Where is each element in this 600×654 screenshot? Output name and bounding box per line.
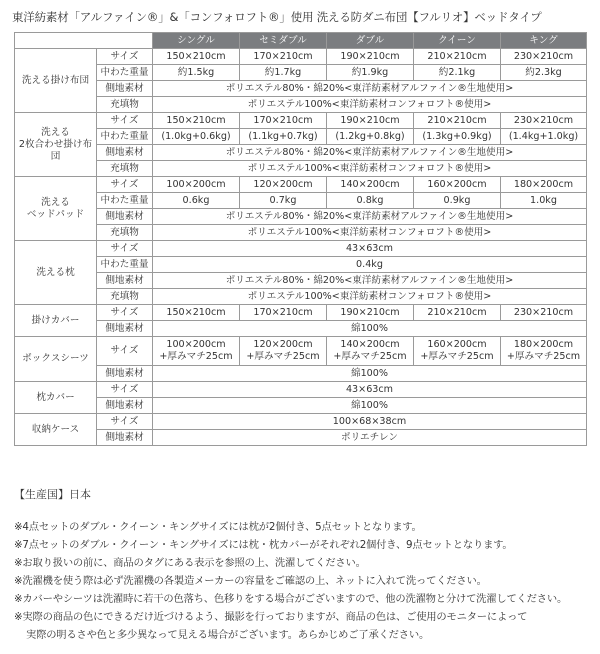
note-item: ※洗濯機を使う際は必ず洗濯機の各製造メーカーの容量をご確認の上、ネットに入れて洗ってください。 xyxy=(14,575,487,587)
attribute-label-cell: サイズ xyxy=(97,177,153,193)
spec-value-cell-merged: ポリエステル100%<東洋紡素材コンフォロフト®使用> xyxy=(153,225,587,241)
attribute-label-cell: 中わた重量 xyxy=(97,193,153,209)
spec-value-cell-merged: 綿100% xyxy=(153,366,587,382)
attribute-label-cell: 中わた重量 xyxy=(97,129,153,145)
note-item: ※4点セットのダブル・クイーン・キングサイズには枕が2個付き、5点セットとなります。 xyxy=(14,521,422,533)
spec-value-cell-merged: ポリエステル100%<東洋紡素材コンフォロフト®使用> xyxy=(153,97,587,113)
table-row xyxy=(15,161,587,177)
spec-value-cell-merged: 100×68×38cm xyxy=(153,414,587,430)
spec-value-cell-merged: ポリエステル80%・綿20%<東洋紡素材アルファイン®生地使用> xyxy=(153,273,587,289)
spec-value-cell: 230×210cm xyxy=(501,49,587,65)
spec-value-cell: 160×200cm +厚みマチ25cm xyxy=(414,337,501,366)
spec-value-cell: 約2.1kg xyxy=(414,65,501,81)
spec-value-cell: 170×210cm xyxy=(240,113,327,129)
size-header-queen: クイーン xyxy=(414,33,501,49)
table-row xyxy=(15,193,587,209)
table-row xyxy=(15,209,587,225)
table-row xyxy=(15,273,587,289)
spec-value-cell: 約1.7kg xyxy=(240,65,327,81)
spec-value-cell: 170×210cm xyxy=(240,49,327,65)
spec-value-cell: 120×200cm +厚みマチ25cm xyxy=(240,337,327,366)
category-cell: 洗える 2枚合わせ掛け布団 xyxy=(15,113,97,177)
spec-value-cell: (1.1kg+0.7kg) xyxy=(240,129,327,145)
spec-value-cell: 230×210cm xyxy=(501,305,587,321)
spec-value-cell: 0.6kg xyxy=(153,193,240,209)
spec-value-cell: 140×200cm +厚みマチ25cm xyxy=(327,337,414,366)
attribute-label-cell: 側地素材 xyxy=(97,209,153,225)
spec-table-body xyxy=(15,33,587,446)
spec-value-cell: 190×210cm xyxy=(327,305,414,321)
table-row xyxy=(15,257,587,273)
table-row xyxy=(15,177,587,193)
attribute-label-cell: サイズ xyxy=(97,382,153,398)
spec-value-cell: 0.9kg xyxy=(414,193,501,209)
category-cell: 洗える掛け布団 xyxy=(15,49,97,113)
spec-value-cell: 180×200cm xyxy=(501,177,587,193)
spec-value-cell-merged: ポリエチレン xyxy=(153,430,587,446)
note-item: ※カバーやシーツは洗濯時に若干の色落ち、色移りをする場合がございますので、他の洗濯物と分けて洗濯してください。 xyxy=(14,593,568,605)
table-row xyxy=(15,241,587,257)
attribute-label-cell: サイズ xyxy=(97,241,153,257)
spec-value-cell: 1.0kg xyxy=(501,193,587,209)
note-item: ※お取り扱いの前に、商品のタグにある表示を参照の上、洗濯してください。 xyxy=(14,557,366,569)
spec-value-cell: 170×210cm xyxy=(240,305,327,321)
category-cell: ボックスシーツ xyxy=(15,337,97,382)
table-row xyxy=(15,337,587,366)
attribute-label-cell: サイズ xyxy=(97,414,153,430)
attribute-label-cell: 中わた重量 xyxy=(97,257,153,273)
size-header-double: ダブル xyxy=(327,33,414,49)
attribute-label-cell: 側地素材 xyxy=(97,398,153,414)
spec-value-cell: 0.7kg xyxy=(240,193,327,209)
attribute-label-cell: 充填物 xyxy=(97,161,153,177)
spec-value-cell: 0.8kg xyxy=(327,193,414,209)
category-cell: 洗える ベッドパッド xyxy=(15,177,97,241)
spec-value-cell: 150×210cm xyxy=(153,305,240,321)
spec-value-cell-merged: 43×63cm xyxy=(153,382,587,398)
spec-value-cell: 100×200cm +厚みマチ25cm xyxy=(153,337,240,366)
spec-value-cell: (1.4kg+1.0kg) xyxy=(501,129,587,145)
table-row xyxy=(15,225,587,241)
spec-table xyxy=(14,32,587,446)
attribute-label-cell: 側地素材 xyxy=(97,145,153,161)
spec-value-cell-merged: 0.4kg xyxy=(153,257,587,273)
spec-value-cell: 210×210cm xyxy=(414,113,501,129)
spec-value-cell: 約1.5kg xyxy=(153,65,240,81)
spec-value-cell-merged: ポリエステル80%・綿20%<東洋紡素材アルファイン®生地使用> xyxy=(153,81,587,97)
table-row xyxy=(15,398,587,414)
spec-value-cell: 150×210cm xyxy=(153,49,240,65)
table-row xyxy=(15,129,587,145)
attribute-label-cell: 充填物 xyxy=(97,97,153,113)
attribute-label-cell: サイズ xyxy=(97,305,153,321)
attribute-label-cell: 側地素材 xyxy=(97,430,153,446)
size-header-single: シングル xyxy=(153,33,240,49)
attribute-label-cell: 充填物 xyxy=(97,225,153,241)
spec-value-cell: (1.3kg+0.9kg) xyxy=(414,129,501,145)
size-header-semidouble: セミダブル xyxy=(240,33,327,49)
attribute-label-cell: サイズ xyxy=(97,113,153,129)
spec-value-cell: 230×210cm xyxy=(501,113,587,129)
spec-value-cell-merged: ポリエステル100%<東洋紡素材コンフォロフト®使用> xyxy=(153,289,587,305)
spec-value-cell: 190×210cm xyxy=(327,49,414,65)
table-row xyxy=(15,97,587,113)
spec-value-cell: 100×200cm xyxy=(153,177,240,193)
spec-value-cell: (1.2kg+0.8kg) xyxy=(327,129,414,145)
spec-value-cell: 約2.3kg xyxy=(501,65,587,81)
attribute-label-cell: 側地素材 xyxy=(97,321,153,337)
spec-value-cell: 160×200cm xyxy=(414,177,501,193)
table-row xyxy=(15,113,587,129)
table-row xyxy=(15,366,587,382)
attribute-label-cell: 充填物 xyxy=(97,289,153,305)
spec-value-cell: 210×210cm xyxy=(414,49,501,65)
table-corner-cell xyxy=(15,33,153,49)
notes-list xyxy=(14,518,594,644)
spec-value-cell: 120×200cm xyxy=(240,177,327,193)
category-cell: 掛けカバー xyxy=(15,305,97,337)
table-row xyxy=(15,49,587,65)
table-row xyxy=(15,430,587,446)
table-header-row xyxy=(15,33,587,49)
spec-value-cell: 180×200cm +厚みマチ25cm xyxy=(501,337,587,366)
attribute-label-cell: 側地素材 xyxy=(97,366,153,382)
spec-value-cell-merged: ポリエステル100%<東洋紡素材コンフォロフト®使用> xyxy=(153,161,587,177)
spec-value-cell: 約1.9kg xyxy=(327,65,414,81)
category-cell: 収納ケース xyxy=(15,414,97,446)
attribute-label-cell: サイズ xyxy=(97,49,153,65)
country-of-origin: 【生産国】日本 xyxy=(14,488,91,501)
table-row xyxy=(15,382,587,398)
page-title: 東洋紡素材「アルファイン®」&「コンフォロフト®」使用 洗える防ダニ布団【フルリオ】ベッドタイプ xyxy=(12,10,542,24)
category-cell: 枕カバー xyxy=(15,382,97,414)
spec-value-cell: 150×210cm xyxy=(153,113,240,129)
spec-value-cell: 140×200cm xyxy=(327,177,414,193)
spec-value-cell-merged: 綿100% xyxy=(153,398,587,414)
table-row xyxy=(15,81,587,97)
note-item: ※7点セットのダブル・クイーン・キングサイズには枕・枕カバーがそれぞれ2個付き、9点セットとなります。 xyxy=(14,539,513,551)
table-row xyxy=(15,414,587,430)
note-item: ※実際の商品の色にできるだけ近づけるよう、撮影を行っておりますが、商品の色は、ご使用のモニターによって xyxy=(14,611,528,623)
table-row xyxy=(15,305,587,321)
table-row xyxy=(15,321,587,337)
attribute-label-cell: サイズ xyxy=(97,337,153,366)
attribute-label-cell: 中わた重量 xyxy=(97,65,153,81)
size-header-king: キング xyxy=(501,33,587,49)
attribute-label-cell: 側地素材 xyxy=(97,81,153,97)
spec-value-cell: 190×210cm xyxy=(327,113,414,129)
table-row xyxy=(15,289,587,305)
category-cell: 洗える枕 xyxy=(15,241,97,305)
spec-value-cell-merged: 43×63cm xyxy=(153,241,587,257)
spec-value-cell: (1.0kg+0.6kg) xyxy=(153,129,240,145)
note-item-continuation: 実際の明るさや色と多少異なって見える場合がございます。あらかじめご了承ください。 xyxy=(26,629,430,641)
attribute-label-cell: 側地素材 xyxy=(97,273,153,289)
table-row xyxy=(15,145,587,161)
spec-value-cell-merged: ポリエステル80%・綿20%<東洋紡素材アルファイン®生地使用> xyxy=(153,145,587,161)
table-row xyxy=(15,65,587,81)
spec-value-cell: 210×210cm xyxy=(414,305,501,321)
spec-value-cell-merged: ポリエステル80%・綿20%<東洋紡素材アルファイン®生地使用> xyxy=(153,209,587,225)
spec-value-cell-merged: 綿100% xyxy=(153,321,587,337)
